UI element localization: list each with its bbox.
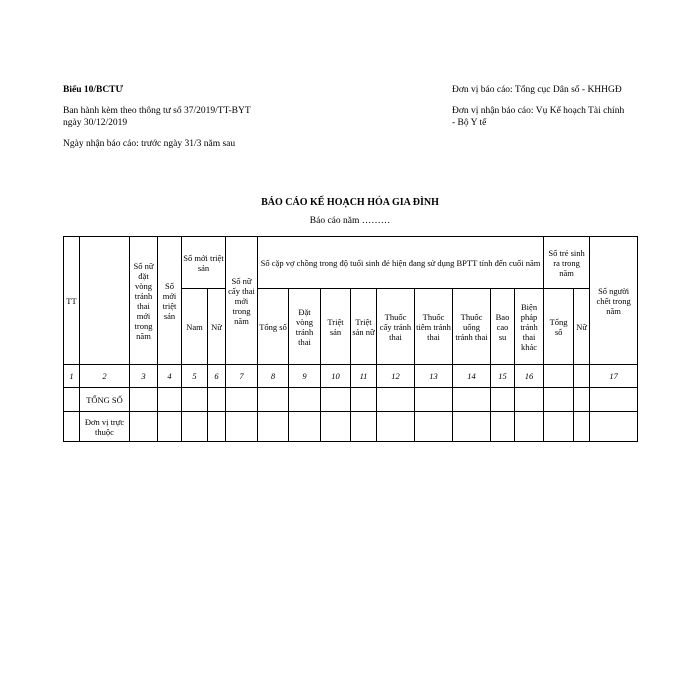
column-number-row [64,365,638,388]
col-sterilization-female: Nữ [208,289,226,365]
column-number: 14 [453,365,491,388]
col-implant-women: Số nữ cấy thai mới trong năm [226,237,258,365]
table-cell[interactable] [491,388,515,412]
table-cell[interactable] [351,412,377,442]
col-couples-iud: Đặt vòng tránh thai [289,289,321,365]
table-cell[interactable] [377,388,415,412]
table-cell[interactable] [289,388,321,412]
table-cell[interactable] [415,412,453,442]
table-cell[interactable] [226,388,258,412]
form-code: Biểu 10/BCTƯ [63,85,124,95]
column-number: 9 [289,365,321,388]
table-cell[interactable] [415,388,453,412]
column-number: 15 [491,365,515,388]
column-number: 2 [80,365,130,388]
column-number: 3 [130,365,158,388]
column-number: 6 [208,365,226,388]
column-number: 17 [590,365,638,388]
column-number: 12 [377,365,415,388]
column-number: 8 [258,365,289,388]
table-cell[interactable] [544,388,574,412]
col-iud-women: Số nữ đặt vòng tránh thai mới trong năm [130,237,158,365]
receiving-unit-text: Đơn vị nhận báo cáo: Vụ Kế hoạch Tài chính - Bộ Y tế [452,106,625,128]
table-cell[interactable] [574,388,590,412]
table-cell[interactable] [590,388,638,412]
col-sterilization-male: Nam [182,289,208,365]
group-new-sterilization: Số mới triệt sản [182,237,226,289]
table-row-total [64,388,638,412]
row-total-label: TỔNG SỐ [80,388,130,412]
reporting-unit-text: Đơn vị báo cáo: Tổng cục Dân số - KHHGĐ [452,85,622,95]
table-cell[interactable] [321,388,351,412]
col-couples-implant: Thuốc cấy tránh thai [377,289,415,365]
group-births: Số trẻ sinh ra trong năm [544,237,590,289]
table-cell[interactable] [515,412,544,442]
table-cell[interactable] [208,412,226,442]
table-cell[interactable] [491,412,515,442]
col-couples-condom: Bao cao su [491,289,515,365]
col-couples-total: Tổng số [258,289,289,365]
table-cell[interactable] [130,412,158,442]
table-cell[interactable] [258,388,289,412]
col-births-female: Nữ [574,289,590,365]
table-cell[interactable] [182,388,208,412]
column-number: 7 [226,365,258,388]
column-number: 1 [64,365,80,388]
report-date-text: Ngày nhận báo cáo: trước ngày 31/3 năm sau [63,139,236,149]
column-number: 16 [515,365,544,388]
table-cell[interactable] [226,412,258,442]
col-couples-other: Biện pháp tránh thai khác [515,289,544,365]
document-title: BÁO CÁO KẾ HOẠCH HÓA GIA ĐÌNH [261,197,439,208]
table-cell[interactable] [158,412,182,442]
column-number: 5 [182,365,208,388]
table-cell [64,388,80,412]
table-cell[interactable] [289,412,321,442]
table-row-subunits [64,412,638,442]
table-cell [64,412,80,442]
table-cell[interactable] [182,412,208,442]
table-cell[interactable] [453,388,491,412]
table-cell[interactable] [351,388,377,412]
table-cell[interactable] [208,388,226,412]
col-name [80,237,130,365]
col-births-total: Tổng số [544,289,574,365]
column-number: 4 [158,365,182,388]
table-cell[interactable] [158,388,182,412]
col-couples-pill: Thuốc uống tránh thai [453,289,491,365]
table-cell[interactable] [544,412,574,442]
issued-with-text: Ban hành kèm theo thông tư số 37/2019/TT-BYT ngày 30/12/2019 [63,106,251,128]
column-number: 11 [351,365,377,388]
table-cell[interactable] [590,412,638,442]
header-row-1 [64,237,638,289]
column-number: 13 [415,365,453,388]
col-couples-injection: Thuốc tiêm tránh thai [415,289,453,365]
column-number: 10 [321,365,351,388]
col-deaths: Số người chết trong năm [590,237,638,365]
table-cell[interactable] [377,412,415,442]
table-cell[interactable] [574,412,590,442]
column-number [574,365,590,388]
table-cell[interactable] [258,412,289,442]
header-right [452,84,627,138]
group-couples-contraception: Số cặp vợ chồng trong độ tuổi sinh đẻ hiện đang sử dụng BPTT tính đến cuối năm [258,237,544,289]
document-subtitle: Báo cáo năm ……… [309,216,391,226]
table-cell[interactable] [130,388,158,412]
col-couples-sterilization: Triệt sản [321,289,351,365]
row-subunits-label: Đơn vị trực thuộc [80,412,130,442]
report-table [63,236,638,442]
header-left [63,84,253,159]
table-cell[interactable] [321,412,351,442]
column-number [544,365,574,388]
table-cell[interactable] [515,388,544,412]
table-cell[interactable] [453,412,491,442]
col-couples-female-sterilization: Triệt sản nữ [351,289,377,365]
col-tt: TT [64,237,80,365]
col-new-sterilization: Số mới triệt sản [158,237,182,365]
